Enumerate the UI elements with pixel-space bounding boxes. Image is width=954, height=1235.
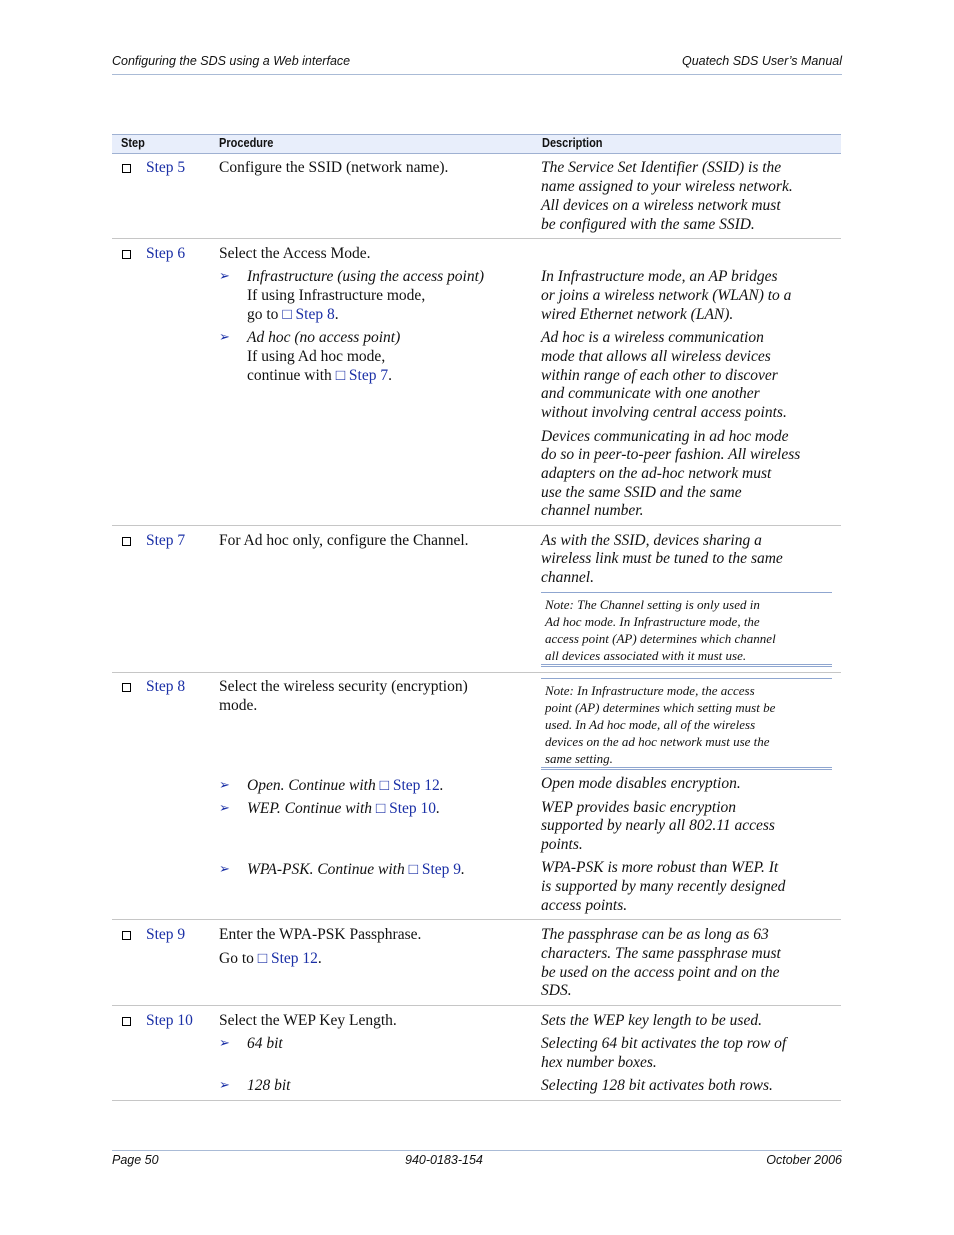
row-divider	[112, 919, 841, 920]
goto-step-10-link[interactable]: □ Step 10	[375, 800, 437, 817]
security-note-line-4: devices on the ad hoc network must use the	[545, 734, 770, 749]
step-6-procedure: Select the Access Mode.	[219, 245, 371, 262]
step-7-procedure: For Ad hoc only, configure the Channel.	[219, 532, 469, 549]
header-right: Quatech SDS User’s Manual	[681, 54, 842, 68]
option-128-bit: 128 bit	[247, 1077, 291, 1094]
step-6-desc-peer-5: channel number.	[541, 502, 644, 519]
step-5-link[interactable]: Step 5	[146, 159, 186, 176]
step-5-desc-2: name assigned to your wireless network.	[541, 178, 793, 195]
footer-doc-number: 940-0183-154	[405, 1153, 483, 1167]
step-5-desc-1: The Service Set Identifier (SSID) is the	[541, 159, 782, 176]
footer-page: Page 50	[112, 1153, 159, 1167]
adhoc-continue: continue with □ Step 7.	[247, 367, 392, 384]
step-6-desc-peer-2: do so in peer-to-peer fashion. All wireless	[541, 446, 801, 463]
checkbox-icon[interactable]	[122, 1017, 131, 1026]
step-7-desc-2: wireless link must be tuned to the same	[541, 550, 783, 567]
step-6-desc-adhoc-1: Ad hoc is a wireless communication	[541, 329, 764, 346]
wep-option-text: WEP. Continue with	[247, 800, 376, 817]
arrow-bullet-icon: ➢	[219, 1078, 230, 1093]
channel-note-line-2: Ad hoc mode. In Infrastructure mode, the	[545, 614, 760, 629]
row-divider	[112, 1100, 841, 1101]
step-8-desc-wpa-2: is supported by many recently designed	[541, 878, 786, 895]
step-10-link[interactable]: Step 10	[146, 1012, 193, 1029]
step-10-desc-len: Sets the WEP key length to be used.	[541, 1012, 762, 1029]
step-8-link[interactable]: Step 8	[146, 678, 186, 695]
goto-step-7-link[interactable]: □ Step 7	[335, 367, 389, 384]
step-9-goto: Go to □ Step 12.	[219, 950, 322, 967]
option-64-bit: 64 bit	[247, 1035, 283, 1052]
step-10-desc-64-1: Selecting 64 bit activates the top row of	[541, 1035, 787, 1052]
page-footer	[112, 1150, 842, 1171]
step-6-desc-infra-3: wired Ethernet network (LAN).	[541, 306, 734, 323]
step-6-link[interactable]: Step 6	[146, 245, 186, 262]
adhoc-title: Ad hoc (no access point)	[247, 329, 401, 346]
step-8-desc-wep-1: WEP provides basic encryption	[541, 799, 736, 816]
goto-step-12-link[interactable]: □ Step 12	[257, 950, 318, 967]
step-7-desc-3: channel.	[541, 569, 594, 586]
goto-step-9-link[interactable]: □ Step 9	[408, 861, 462, 878]
checkbox-icon[interactable]	[122, 164, 131, 173]
step-5-desc-4: be configured with the same SSID.	[541, 216, 755, 233]
step-9-desc-2: characters. The same passphrase must	[541, 945, 781, 962]
step-8-desc-wpa-1: WPA-PSK is more robust than WEP. It	[541, 859, 779, 876]
infra-goto-text: go to	[247, 306, 283, 323]
arrow-bullet-icon: ➢	[219, 269, 230, 284]
step-6-desc-infra-1: In Infrastructure mode, an AP bridges	[541, 268, 778, 285]
row-divider	[112, 1005, 841, 1006]
step-6-desc-infra-2: or joins a wireless network (WLAN) to a	[541, 287, 792, 304]
step-6-desc-peer-3: adapters on the ad-hoc network must	[541, 465, 772, 482]
step-9-desc-4: SDS.	[541, 982, 572, 999]
infra-line: If using Infrastructure mode,	[247, 287, 426, 304]
checkbox-icon[interactable]	[122, 537, 131, 546]
channel-note	[541, 592, 832, 667]
open-option-text: Open. Continue with	[247, 777, 380, 794]
checkbox-icon[interactable]	[122, 250, 131, 259]
header-left: Configuring the SDS using a Web interface	[112, 54, 351, 68]
step-8-procedure-1: Select the wireless security (encryption)	[219, 678, 468, 695]
step-7-desc-1: As with the SSID, devices sharing a	[541, 532, 762, 549]
row-divider	[112, 238, 841, 239]
step-5-desc-3: All devices on a wireless network must	[541, 197, 781, 214]
col-procedure: Procedure	[219, 136, 274, 150]
infra-goto: go to □ Step 8.	[247, 306, 339, 323]
goto-step-8-link[interactable]: □ Step 8	[282, 306, 335, 323]
step-6-desc-adhoc-5: without involving central access points.	[541, 404, 787, 421]
adhoc-line: If using Ad hoc mode,	[247, 348, 386, 365]
step-9-procedure: Enter the WPA-PSK Passphrase.	[219, 926, 422, 943]
infra-title: Infrastructure (using the access point)	[247, 268, 485, 285]
step-10-desc-128: Selecting 128 bit activates both rows.	[541, 1077, 773, 1094]
arrow-bullet-icon: ➢	[219, 1036, 230, 1051]
col-description: Description	[542, 136, 603, 150]
security-note-line-3: used. In Ad hoc mode, all of the wireless	[545, 717, 756, 732]
table-header	[112, 134, 841, 154]
step-8-desc-wpa-3: access points.	[541, 897, 628, 914]
step-10-desc-64-2: hex number boxes.	[541, 1054, 657, 1071]
row-divider	[112, 672, 841, 673]
step-9-desc-1: The passphrase can be as long as 63	[541, 926, 769, 943]
arrow-bullet-icon: ➢	[219, 862, 230, 877]
step-6-desc-peer-1: Devices communicating in ad hoc mode	[541, 428, 789, 445]
step-7-link[interactable]: Step 7	[146, 532, 186, 549]
col-step: Step	[121, 136, 145, 150]
step-10-procedure: Select the WEP Key Length.	[219, 1012, 397, 1029]
arrow-bullet-icon: ➢	[219, 330, 230, 345]
arrow-bullet-icon: ➢	[219, 801, 230, 816]
step-9-link[interactable]: Step 9	[146, 926, 186, 943]
security-note-line-5: same setting.	[545, 751, 613, 766]
adhoc-continue-text: continue with	[247, 367, 336, 384]
page-header	[112, 54, 842, 75]
security-note-line-2: point (AP) determines which setting must be	[545, 700, 776, 715]
step-6-desc-adhoc-3: within range of each other to discover	[541, 367, 778, 384]
step-6-desc-adhoc-2: mode that allows all wireless devices	[541, 348, 771, 365]
wpa-option: WPA-PSK. Continue with □ Step 9.	[247, 861, 465, 878]
channel-note-line-3: access point (AP) determines which channel	[545, 631, 776, 646]
checkbox-icon[interactable]	[122, 683, 131, 692]
step-8-procedure-2: mode.	[219, 697, 258, 714]
security-note-line-1: Note: In Infrastructure mode, the access	[545, 683, 755, 698]
step-5-procedure: Configure the SSID (network name).	[219, 159, 449, 176]
footer-date: October 2006	[766, 1153, 842, 1167]
goto-step-12-link[interactable]: □ Step 12	[379, 777, 440, 794]
checkbox-icon[interactable]	[122, 931, 131, 940]
step-8-desc-wep-2: supported by nearly all 802.11 access	[541, 817, 775, 834]
step-8-desc-wep-3: points.	[541, 836, 583, 853]
channel-note-line-4: all devices associated with it must use.	[545, 648, 747, 663]
channel-note-line-1: Note: The Channel setting is only used in	[545, 597, 760, 612]
security-note	[541, 678, 832, 770]
step-8-desc-open: Open mode disables encryption.	[541, 775, 741, 792]
open-option: Open. Continue with □ Step 12.	[247, 777, 444, 794]
arrow-bullet-icon: ➢	[219, 778, 230, 793]
step-9-goto-text: Go to	[219, 950, 258, 967]
wpa-option-text: WPA-PSK. Continue with	[247, 861, 409, 878]
step-6-desc-peer-4: use the same SSID and the same	[541, 484, 742, 501]
wep-option: WEP. Continue with □ Step 10.	[247, 800, 440, 817]
step-9-desc-3: be used on the access point and on the	[541, 964, 780, 981]
step-6-desc-adhoc-4: and communicate with one another	[541, 385, 760, 402]
row-divider	[112, 525, 841, 526]
